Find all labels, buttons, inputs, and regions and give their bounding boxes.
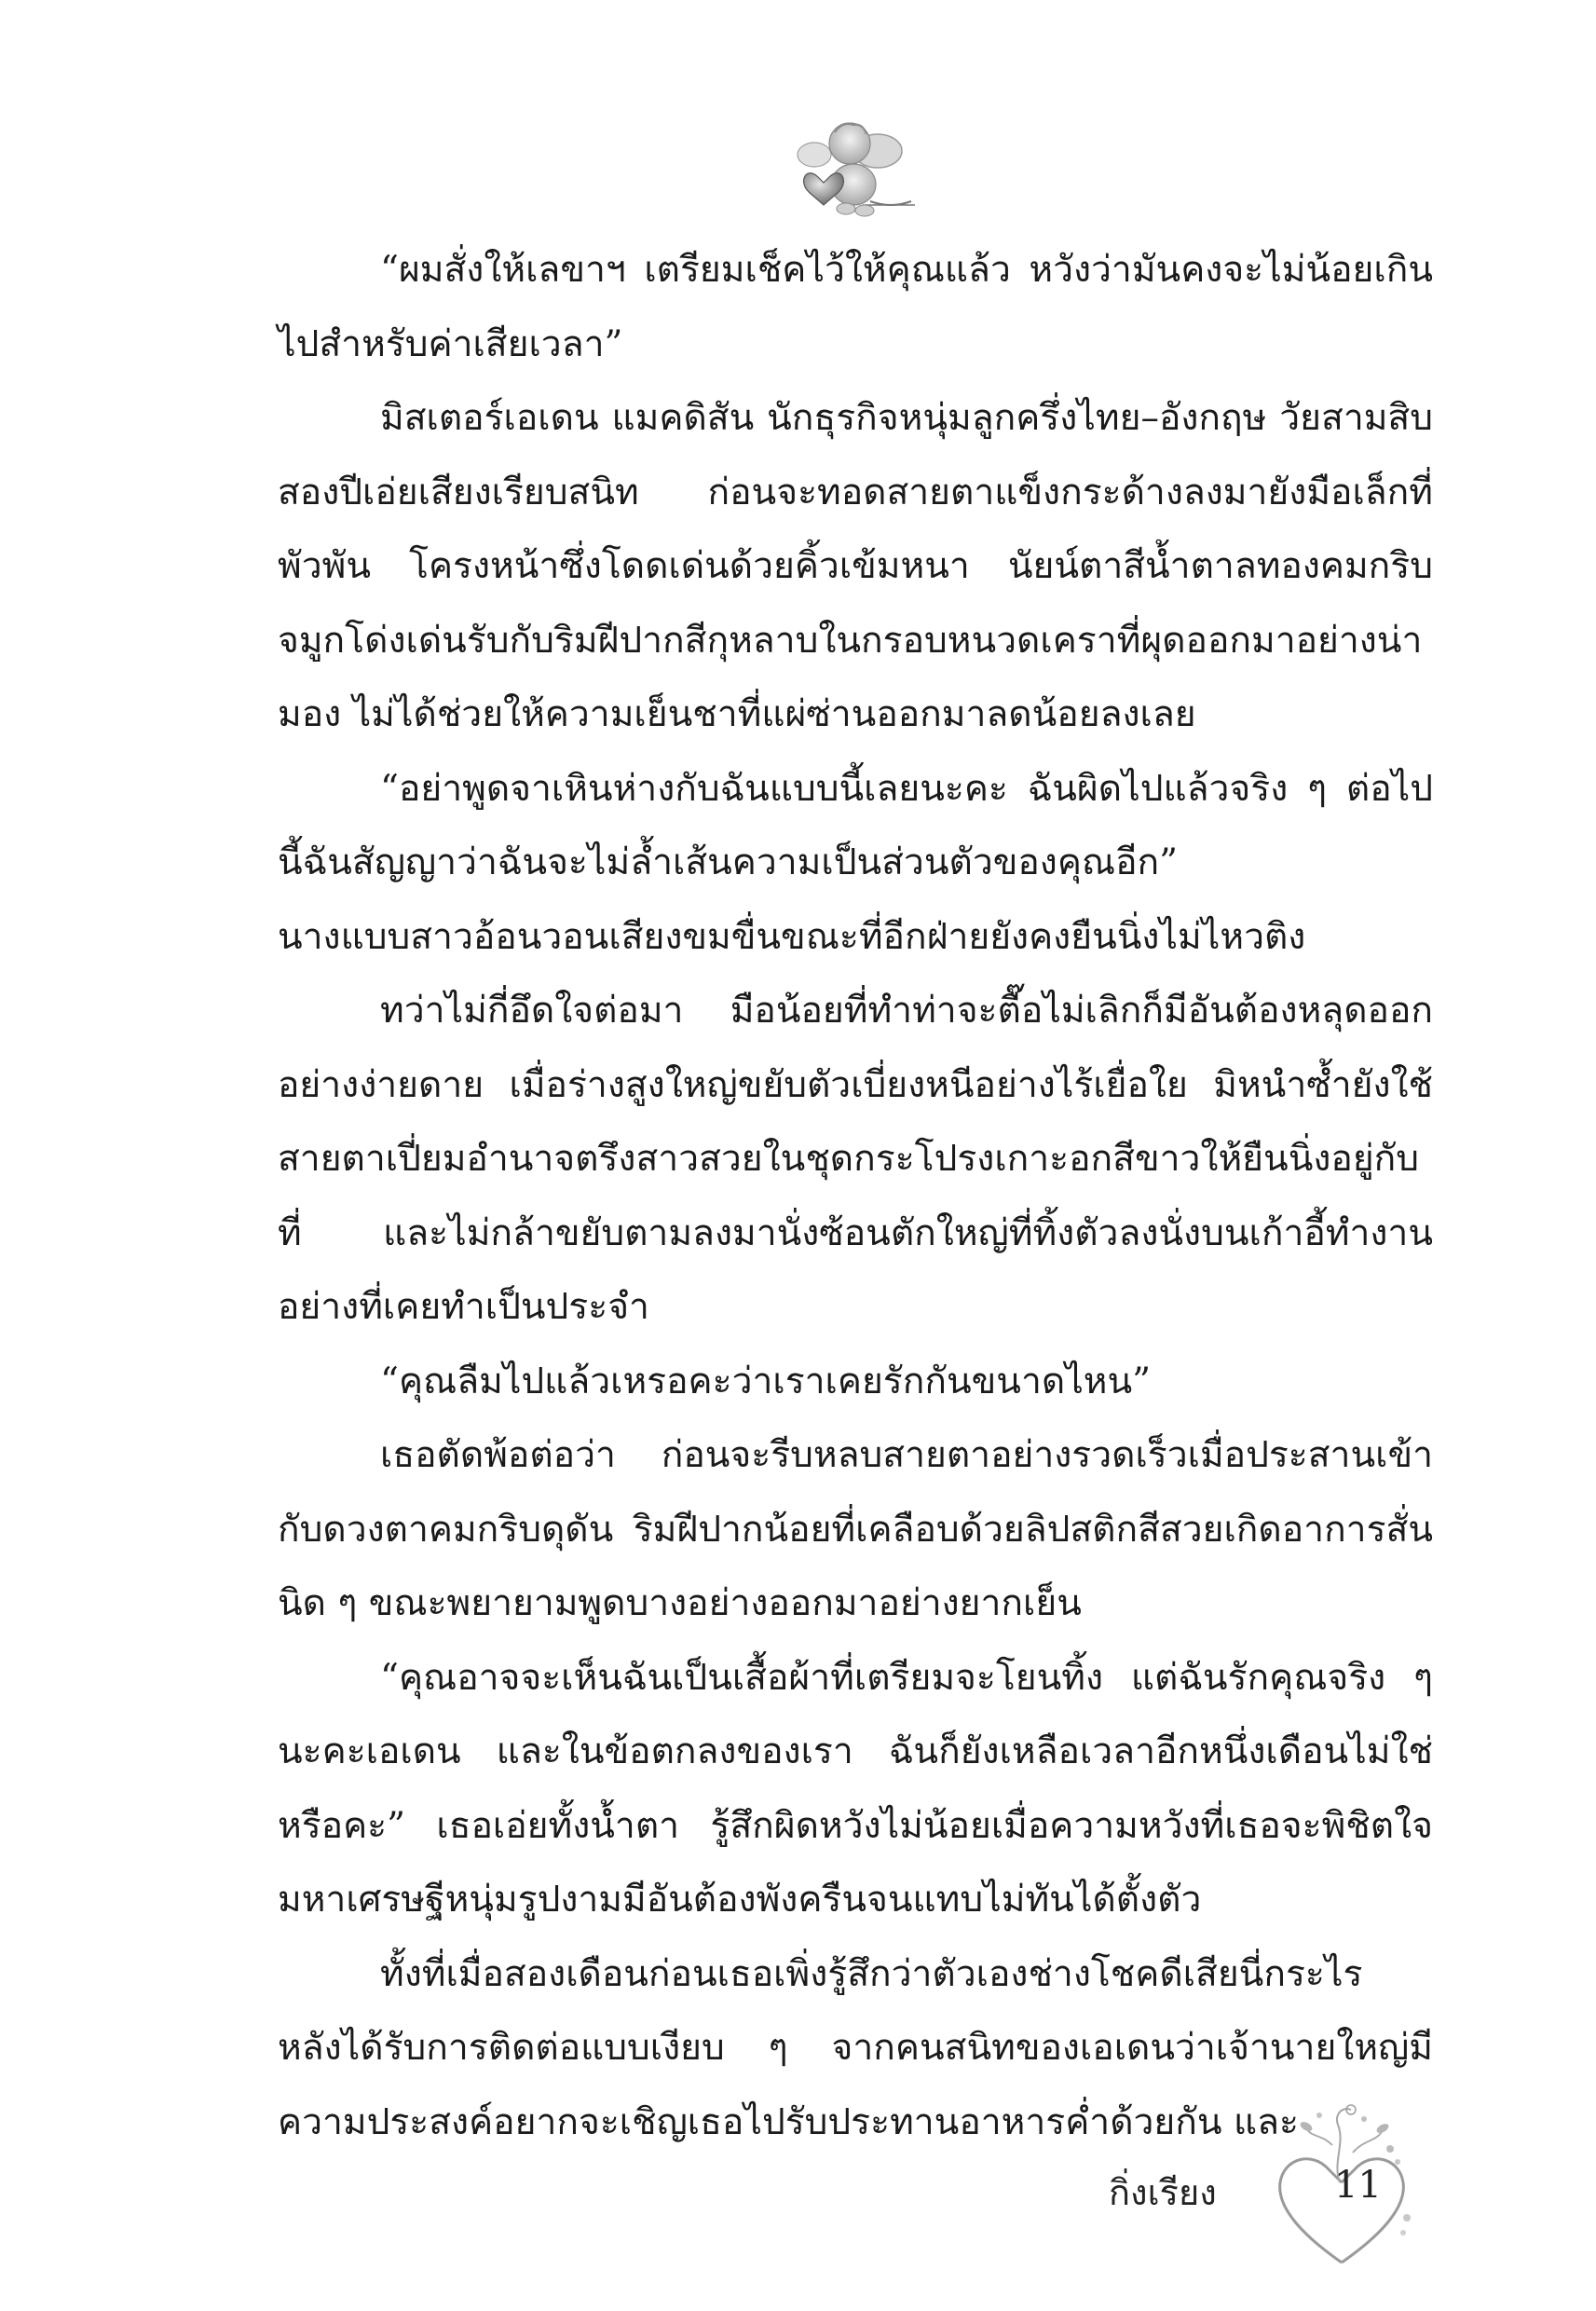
paragraph: “คุณอาจจะเห็นฉันเป็นเสื้อผ้าที่เตรียมจะโยนทิ้ง แต่ฉันรักคุณจริง ๆ นะคะเอเดน และในข้อตกลงของเรา ฉันก็ยังเหลือเวลาอีกหนึ่งเดือนไม่ใช่หรือคะ” เธอเอ่ยทั้งน้ำตา รู้สึกผิดหวังไม่น้อยเมื่อความหวังที่เธอจะพิชิตใจมหาเศรษฐีหนุ่มรูปงามมีอันต้องพังครืนจนแทบไม่ทันได้ตั้งตัว [278,1656,1433,1921]
paragraph: ทว่าไม่กี่อึดใจต่อมา มือน้อยที่ทำท่าจะตื๊อไม่เลิกก็มีอันต้องหลุดออกอย่างง่ายดาย เมื่อร่างสูงใหญ่ขยับตัวเบี่ยงหนีอย่างไร้เยื่อใย มิหนำซ้ำยังใช้สายตาเปี่ยมอำนาจตรึงสาวสวยในชุดกระโปรงเกาะอกสีขาวให้ยืนนิ่งอยู่กับที่ และไม่กล้าขยับตามลงมานั่งซ้อนตักใหญ่ที่ทิ้งตัวลงนั่งบนเก้าอี้ทำงานอย่างที่เคยทำเป็นประจำ [278,990,1433,1328]
paragraph: มิสเตอร์เอเดน แมคดิสัน นักธุรกิจหนุ่มลูกครึ่งไทย–อังกฤษ วัยสามสิบสองปีเอ่ยเสียงเรียบสนิท ก่อนจะทอดสายตาแข็งกระด้างลงมายังมือเล็กที่พัวพัน โครงหน้าซึ่งโดดเด่นด้วยคิ้วเข้มหนา นัยน์ตาสีน้ำตาลทองคมกริบ จมูกโด่งเด่นรับกับริมฝีปากสีกุหลาบในกรอบหนวดเคราที่ผุดออกมาอย่างน่ามอง ไม่ได้ช่วยให้ความเย็นชาที่แผ่ซ่านออกมาลดน้อยลงเลย [278,397,1433,735]
book-title: กิ่งเรียง [1109,2172,1217,2213]
paragraph: เธอตัดพ้อต่อว่า ก่อนจะรีบหลบสายตาอย่างรวดเร็วเมื่อประสานเข้ากับดวงตาคมกริบดุดัน ริมฝีปากน้อยที่เคลือบด้วยลิปสติกสีสวยเกิดอาการสั่นนิด ๆ ขณะพยายามพูดบางอย่างออกมาอย่างยากเย็น [278,1434,1433,1624]
page-number: 11 [1334,2164,1382,2207]
cupid-with-heart-icon [788,112,919,224]
paragraph: “ผมสั่งให้เลขาฯ เตรียมเช็คไว้ให้คุณแล้ว หวังว่ามันคงจะไม่น้อยเกินไปสำหรับค่าเสียเวลา” [278,249,1433,365]
page-footer [1109,2097,1425,2274]
paragraph: “คุณลืมไปแล้วเหรอคะว่าเราเคยรักกันขนาดไหน” [380,1360,1152,1402]
paragraph: “อย่าพูดจาเหินห่างกับฉันแบบนี้เลยนะคะ ฉันผิดไปแล้วจริง ๆ ต่อไปนี้ฉันสัญญาว่าฉันจะไม่ล้ำเส้นความเป็นส่วนตัวของคุณอีก” [278,767,1433,883]
paragraph: ทั้งที่เมื่อสองเดือนก่อนเธอเพิ่งรู้สึกว่าตัวเองช่างโชคดีเสียนี่กระไร หลังได้รับการติดต่อแบบเงียบ ๆ จากคนสนิทของเอเดนว่าเจ้านายใหญ่มีความประสงค์อยากจะเชิญเธอไปรับประทานอาหารค่ำด้วยกัน และ [278,1952,1433,2143]
story-text [278,233,1433,2159]
paragraph: นางแบบสาวอ้อนวอนเสียงขมขื่นขณะที่อีกฝ่ายยังคงยืนนิ่งไม่ไหวติง [278,915,1306,958]
